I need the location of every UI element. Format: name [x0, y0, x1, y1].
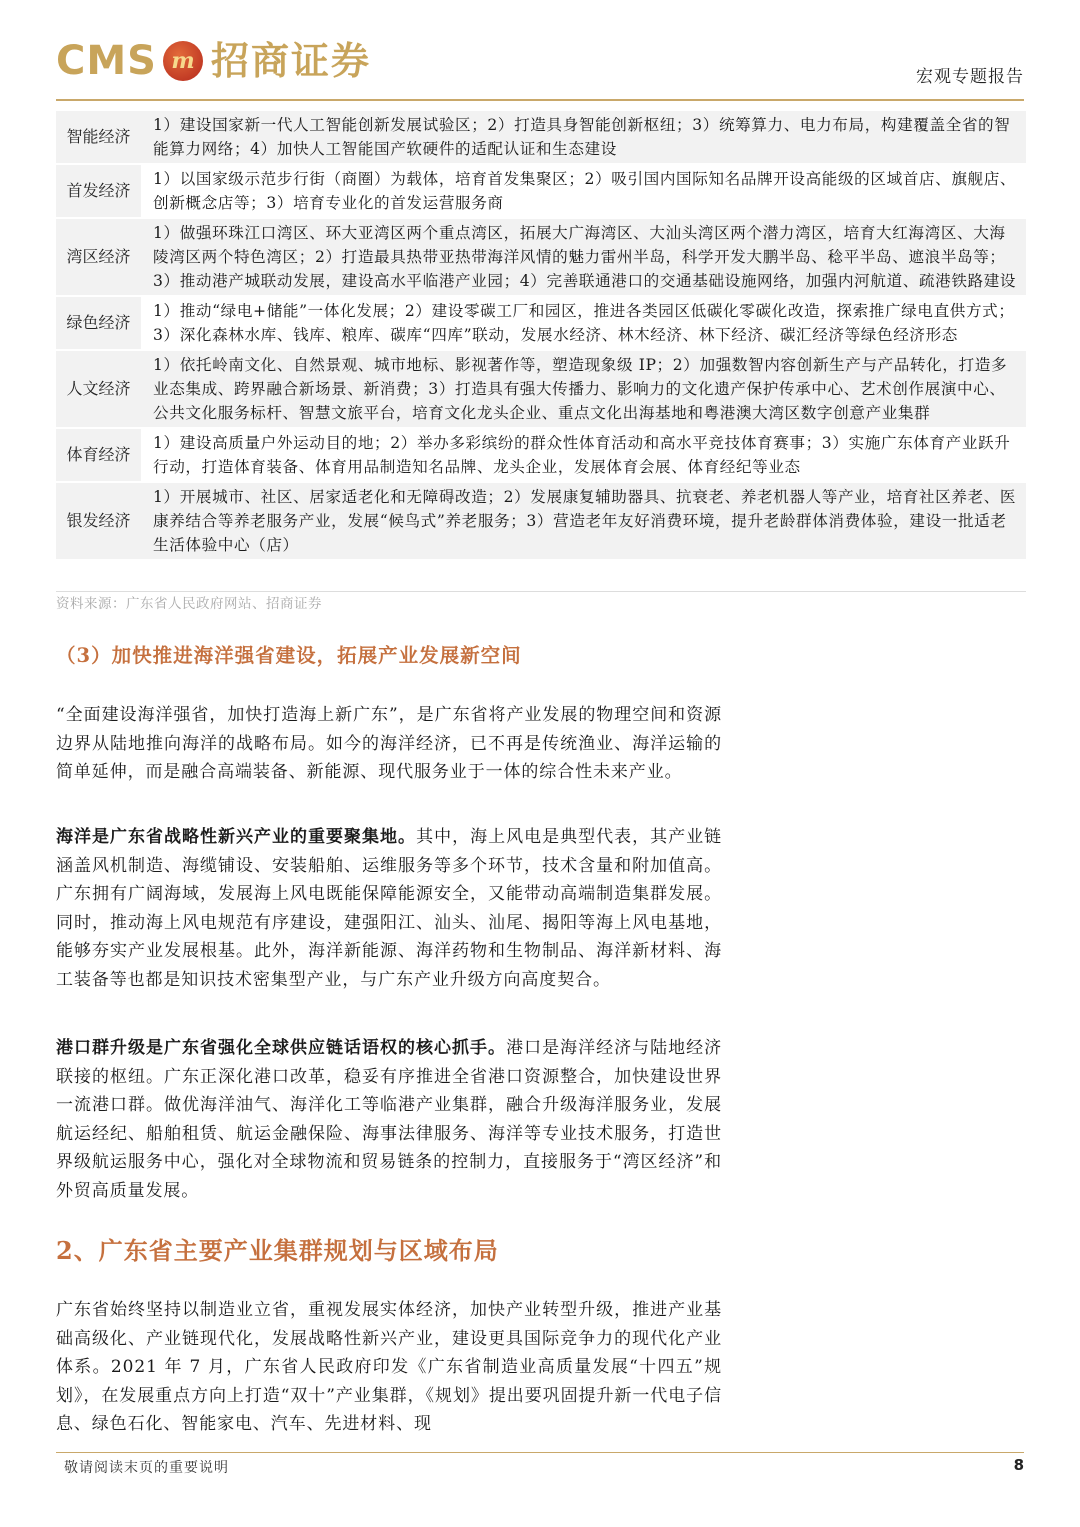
row-content: 1）以国家级示范步行街（商圈）为载体，培育首发集聚区；2）吸引国内国际知名品牌开设高能级的区域首店、旗舰店、创新概念店等；3）培育专业化的首发运营服务商: [141, 164, 1026, 218]
row-content: 1）推动“绿电+储能”一体化发展；2）建设零碳工厂和园区，推进各类园区低碳化零碳化改造，探索推广绿电直供方式；3）深化森林水库、钱库、粮库、碳库“四库”联动，发展水经济、林木经济、林下经济、碳汇经济等绿色经济形态: [141, 296, 1026, 350]
row-label: 首发经济: [56, 164, 141, 218]
section-3-paragraph-2: [56, 823, 722, 995]
paragraph-body: 其中，海上风电是典型代表，其产业链涵盖风机制造、海缆铺设、安装船舶、运维服务等多个环节，技术含量和附加值高。广东拥有广阔海域，发展海上风电既能保障能源安全，又能带动高端制造集群发展。同时，推动海上风电规范有序建设，建强阳江、汕头、汕尾、揭阳等海上风电基地，能够夯实产业发展根基。此外，海洋新能源、海洋药物和生物制品、海洋新材料、海工装备等也都是知识技术密集型产业，与广东产业升级方向高度契合。: [56, 827, 723, 990]
table-source: 资料来源：广东省人民政府网站、招商证券: [56, 596, 322, 612]
table-row: [56, 111, 1026, 164]
logo-emblem-icon: m: [163, 41, 203, 81]
row-content: 1）开展城市、社区、居家适老化和无障碍改造；2）发展康复辅助器具、抗衰老、养老机器人等产业，培育社区养老、医康养结合等养老服务产业，发展“候鸟式”养老服务；3）营造老年友好消费环境，提升老龄群体消费体验，建设一批适老生活体验中心（店）: [141, 482, 1026, 560]
paragraph-body: 港口是海洋经济与陆地经济联接的枢纽。广东正深化港口改革，稳妥有序推进全省港口资源整合，加快建设世界一流港口群。做优海洋油气、海洋化工等临港产业集群，融合升级海洋服务业，发展航运经纪、船舶租赁、航运金融保险、海事法律服务、海洋等专业技术服务，打造世界级航运服务中心，强化对全球物流和贸易链条的控制力，直接服务于“湾区经济”和外贸高质量发展。: [56, 1038, 722, 1201]
row-label: 银发经济: [56, 482, 141, 560]
table-row: [56, 482, 1026, 560]
paragraph-lead: 港口群升级是广东省强化全球供应链话语权的核心抓手。: [56, 1038, 507, 1058]
row-content: 1）依托岭南文化、自然景观、城市地标、影视著作等，塑造现象级 IP；2）加强数智内容创新生产与产品转化，打造多业态集成、跨界融合新场景、新消费；3）打造具有强大传播力、影响力的文化遗产保护传承中心、艺术创作展演中心、公共文化服务标杆、智慧文旅平台，培育文化龙头企业、重点文化出海基地和粤港澳大湾区数字创意产业集群: [141, 350, 1026, 428]
header-divider: [56, 99, 1024, 101]
row-label: 体育经济: [56, 428, 141, 482]
section-3-heading: （3）加快推进海洋强省建设，拓展产业发展新空间: [56, 644, 522, 667]
policy-table: [56, 111, 1026, 561]
row-label: 绿色经济: [56, 296, 141, 350]
row-label: 人文经济: [56, 350, 141, 428]
section-2-paragraph-1: 广东省始终坚持以制造业立省，重视发展实体经济，加快产业转型升级，推进产业基础高级化、产业链现代化，发展战略性新兴产业，建设更具国际竞争力的现代化产业体系。2021 年 7 月，广东省人民政府印发《广东省制造业高质量发展“十四五”规划》，在发展重点方向上打造“双十”产业集群，《规划》提出要巩固提升新一代电子信息、绿色石化、智能家电、汽车、先进材料、现: [56, 1300, 722, 1435]
section-3-paragraph-1: “全面建设海洋强省，加快打造海上新广东”，是广东省将产业发展的物理空间和资源边界从陆地推向海洋的战略布局。如今的海洋经济，已不再是传统渔业、海洋运输的简单延伸，而是融合高端装备、新能源、现代服务业于一体的综合性未来产业。: [56, 705, 722, 783]
row-label: 智能经济: [56, 111, 141, 164]
table-row: [56, 350, 1026, 428]
table-row: [56, 164, 1026, 218]
section-3-paragraph-3: [56, 1034, 722, 1206]
row-content: 1）做强环珠江口湾区、环大亚湾区两个重点湾区，拓展大广海湾区、大汕头湾区两个潜力湾区，培育大红海湾区、大海陵湾区两个特色湾区；2）打造最具热带亚热带海洋风情的魅力雷州半岛，科学开发大鹏半岛、稔平半岛、遮浪半岛等；3）推动港产城联动发展，建设高水平临港产业园；4）完善联通港口的交通基础设施网络，加强内河航道、疏港铁路建设: [141, 218, 1026, 296]
report-type: 宏观专题报告: [916, 67, 1024, 87]
footer-note: 敬请阅读末页的重要说明: [64, 1460, 229, 1476]
row-label: 湾区经济: [56, 218, 141, 296]
paragraph-lead: 海洋是广东省战略性新兴产业的重要聚集地。: [56, 827, 417, 847]
page-number: 8: [1013, 1456, 1024, 1474]
section-2-heading: 2、广东省主要产业集群规划与区域布局: [56, 1236, 499, 1265]
table-row: [56, 296, 1026, 350]
table-row: [56, 428, 1026, 482]
page-header: [0, 0, 1080, 100]
row-content: 1）建设国家新一代人工智能创新发展试验区；2）打造具身智能创新枢纽；3）统筹算力、电力布局，构建覆盖全省的智能算力网络；4）加快人工智能国产软硬件的适配认证和生态建设: [141, 111, 1026, 164]
footer-divider: [56, 1452, 1024, 1453]
logo-chinese-text: 招商证券: [210, 39, 371, 83]
logo-latin-text: CMS: [56, 38, 157, 84]
table-row: [56, 218, 1026, 296]
company-logo: [56, 36, 371, 86]
row-content: 1）建设高质量户外运动目的地；2）举办多彩缤纷的群众性体育活动和高水平竞技体育赛事；3）实施广东体育产业跃升行动，打造体育装备、体育用品制造知名品牌、龙头企业，发展体育会展、体育经纪等业态: [141, 428, 1026, 482]
